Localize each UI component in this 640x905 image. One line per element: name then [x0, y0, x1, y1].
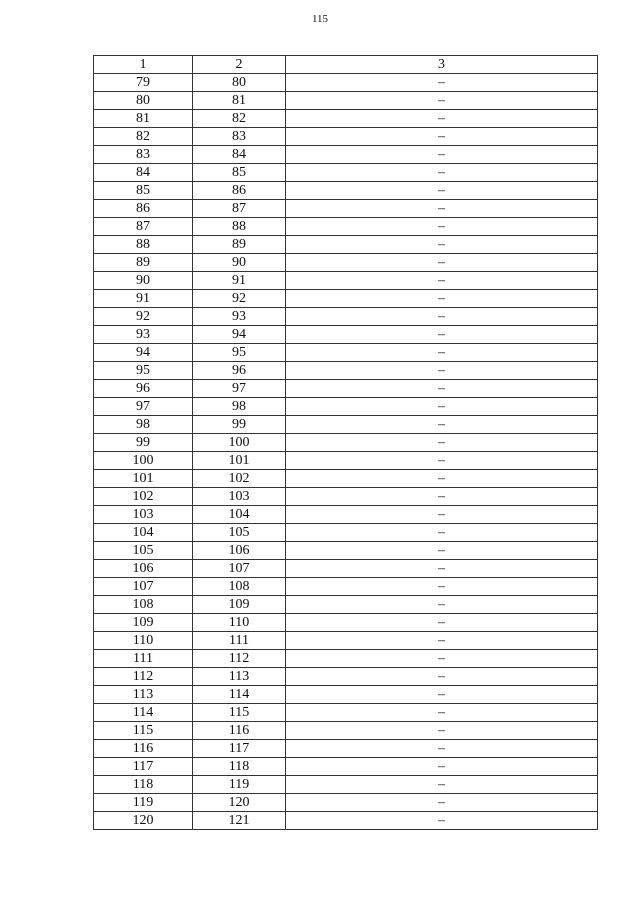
table-cell-col-1: 94 [94, 344, 193, 362]
table-row [94, 632, 598, 650]
table-cell-col-1: 92 [94, 308, 193, 326]
table-cell-col-2: 85 [193, 164, 286, 182]
table-cell-col-3: – [286, 344, 598, 362]
table-cell-col-1: 96 [94, 380, 193, 398]
table-cell-col-2: 106 [193, 542, 286, 560]
table-cell-col-2: 103 [193, 488, 286, 506]
table-cell-col-3: – [286, 146, 598, 164]
table-cell-col-1: 101 [94, 470, 193, 488]
table-cell-col-3: – [286, 704, 598, 722]
table-cell-col-1: 108 [94, 596, 193, 614]
table-row [94, 614, 598, 632]
table-cell-col-2: 101 [193, 452, 286, 470]
table-row [94, 470, 598, 488]
table-row [94, 398, 598, 416]
table-row [94, 794, 598, 812]
data-table [93, 55, 598, 830]
table-cell-col-1: 97 [94, 398, 193, 416]
table-row [94, 92, 598, 110]
table-row [94, 488, 598, 506]
table-cell-col-2: 104 [193, 506, 286, 524]
table-cell-col-3: – [286, 362, 598, 380]
table-cell-col-3: – [286, 668, 598, 686]
table-row [94, 776, 598, 794]
table-cell-col-2: 111 [193, 632, 286, 650]
table-cell-col-1: 81 [94, 110, 193, 128]
table-cell-col-1: 110 [94, 632, 193, 650]
table-cell-col-2: 120 [193, 794, 286, 812]
table-cell-col-2: 84 [193, 146, 286, 164]
table-row [94, 542, 598, 560]
table-row [94, 74, 598, 92]
table-cell-col-1: 109 [94, 614, 193, 632]
table-cell-col-1: 120 [94, 812, 193, 830]
table-cell-col-1: 88 [94, 236, 193, 254]
table-row [94, 164, 598, 182]
table-row [94, 668, 598, 686]
table-row [94, 290, 598, 308]
table-cell-col-1: 87 [94, 218, 193, 236]
table-row [94, 218, 598, 236]
table-cell-col-3: – [286, 200, 598, 218]
table-cell-col-2: 83 [193, 128, 286, 146]
table-cell-col-2: 116 [193, 722, 286, 740]
table-cell-col-1: 119 [94, 794, 193, 812]
table-cell-col-1: 79 [94, 74, 193, 92]
table-cell-col-2: 97 [193, 380, 286, 398]
table-cell-col-1: 111 [94, 650, 193, 668]
table-cell-col-2: 107 [193, 560, 286, 578]
table-cell-col-3: – [286, 812, 598, 830]
table-cell-col-2: 86 [193, 182, 286, 200]
table-cell-col-2: 93 [193, 308, 286, 326]
table-cell-col-3: – [286, 380, 598, 398]
table-row [94, 362, 598, 380]
table-cell-col-1: 112 [94, 668, 193, 686]
table-body [94, 74, 598, 830]
table-cell-col-3: – [286, 632, 598, 650]
table-cell-col-2: 87 [193, 200, 286, 218]
table-cell-col-2: 96 [193, 362, 286, 380]
table-cell-col-1: 91 [94, 290, 193, 308]
table-cell-col-1: 113 [94, 686, 193, 704]
page-number: 115 [311, 13, 329, 25]
table-row [94, 146, 598, 164]
table-row [94, 110, 598, 128]
table-cell-col-3: – [286, 650, 598, 668]
table-cell-col-1: 84 [94, 164, 193, 182]
table-row [94, 686, 598, 704]
table-row [94, 524, 598, 542]
table-row [94, 560, 598, 578]
table-cell-col-3: – [286, 578, 598, 596]
table-cell-col-2: 98 [193, 398, 286, 416]
table-cell-col-3: – [286, 488, 598, 506]
table-cell-col-3: – [286, 308, 598, 326]
table-header [94, 56, 598, 74]
table-cell-col-3: – [286, 614, 598, 632]
table-cell-col-2: 81 [193, 92, 286, 110]
table-row [94, 182, 598, 200]
table-cell-col-2: 112 [193, 650, 286, 668]
table-row [94, 650, 598, 668]
table-cell-col-1: 90 [94, 272, 193, 290]
column-header-2: 2 [193, 56, 286, 74]
table-cell-col-1: 100 [94, 452, 193, 470]
table-cell-col-1: 117 [94, 758, 193, 776]
table-row [94, 272, 598, 290]
table-row [94, 236, 598, 254]
table-cell-col-2: 99 [193, 416, 286, 434]
table-row [94, 578, 598, 596]
table-cell-col-3: – [286, 434, 598, 452]
table-cell-col-1: 105 [94, 542, 193, 560]
table-cell-col-2: 82 [193, 110, 286, 128]
table-cell-col-3: – [286, 164, 598, 182]
table-cell-col-2: 108 [193, 578, 286, 596]
table-cell-col-3: – [286, 416, 598, 434]
table-cell-col-1: 83 [94, 146, 193, 164]
table-row [94, 596, 598, 614]
table-cell-col-2: 100 [193, 434, 286, 452]
table-row [94, 704, 598, 722]
table-cell-col-3: – [286, 722, 598, 740]
table-cell-col-2: 88 [193, 218, 286, 236]
table-row [94, 380, 598, 398]
header-row [94, 56, 598, 74]
table-cell-col-3: – [286, 776, 598, 794]
table-row [94, 434, 598, 452]
table-row [94, 308, 598, 326]
table-cell-col-3: – [286, 254, 598, 272]
table-cell-col-2: 113 [193, 668, 286, 686]
table-cell-col-1: 107 [94, 578, 193, 596]
table-cell-col-2: 121 [193, 812, 286, 830]
table-row [94, 200, 598, 218]
table-cell-col-1: 89 [94, 254, 193, 272]
table-row [94, 326, 598, 344]
table-row [94, 506, 598, 524]
table-row [94, 722, 598, 740]
table-row [94, 758, 598, 776]
table-cell-col-2: 92 [193, 290, 286, 308]
table-cell-col-2: 110 [193, 614, 286, 632]
table-cell-col-2: 102 [193, 470, 286, 488]
table-cell-col-2: 109 [193, 596, 286, 614]
table-cell-col-1: 114 [94, 704, 193, 722]
table-cell-col-2: 94 [193, 326, 286, 344]
table-cell-col-1: 99 [94, 434, 193, 452]
table-cell-col-3: – [286, 110, 598, 128]
table-cell-col-3: – [286, 740, 598, 758]
table-cell-col-3: – [286, 686, 598, 704]
table-cell-col-3: – [286, 560, 598, 578]
table-cell-col-2: 117 [193, 740, 286, 758]
table-row [94, 812, 598, 830]
table-cell-col-3: – [286, 272, 598, 290]
table-cell-col-3: – [286, 470, 598, 488]
table-cell-col-3: – [286, 758, 598, 776]
table-row [94, 128, 598, 146]
table-cell-col-2: 80 [193, 74, 286, 92]
table-row [94, 740, 598, 758]
table-cell-col-2: 119 [193, 776, 286, 794]
table-cell-col-3: – [286, 128, 598, 146]
table-row [94, 452, 598, 470]
table-row [94, 344, 598, 362]
table-cell-col-1: 102 [94, 488, 193, 506]
table-cell-col-3: – [286, 398, 598, 416]
table-cell-col-2: 105 [193, 524, 286, 542]
table-cell-col-3: – [286, 182, 598, 200]
table-cell-col-2: 115 [193, 704, 286, 722]
table-cell-col-3: – [286, 506, 598, 524]
table-cell-col-3: – [286, 596, 598, 614]
table-cell-col-1: 103 [94, 506, 193, 524]
table-cell-col-1: 115 [94, 722, 193, 740]
table-cell-col-2: 95 [193, 344, 286, 362]
table-cell-col-1: 85 [94, 182, 193, 200]
table-cell-col-3: – [286, 794, 598, 812]
table-cell-col-3: – [286, 218, 598, 236]
table-cell-col-2: 114 [193, 686, 286, 704]
table-cell-col-3: – [286, 290, 598, 308]
table-row [94, 254, 598, 272]
table-cell-col-3: – [286, 524, 598, 542]
table-cell-col-2: 118 [193, 758, 286, 776]
table-cell-col-3: – [286, 74, 598, 92]
table-cell-col-1: 80 [94, 92, 193, 110]
table-cell-col-1: 106 [94, 560, 193, 578]
column-header-1: 1 [94, 56, 193, 74]
table-cell-col-1: 104 [94, 524, 193, 542]
table-cell-col-2: 89 [193, 236, 286, 254]
table-cell-col-2: 90 [193, 254, 286, 272]
table-cell-col-3: – [286, 326, 598, 344]
table-cell-col-1: 95 [94, 362, 193, 380]
table-cell-col-1: 118 [94, 776, 193, 794]
table-cell-col-3: – [286, 236, 598, 254]
table-cell-col-1: 86 [94, 200, 193, 218]
table-cell-col-1: 82 [94, 128, 193, 146]
table-row [94, 416, 598, 434]
table-cell-col-2: 91 [193, 272, 286, 290]
table-cell-col-1: 116 [94, 740, 193, 758]
table-cell-col-1: 93 [94, 326, 193, 344]
table-cell-col-3: – [286, 452, 598, 470]
table-cell-col-1: 98 [94, 416, 193, 434]
column-header-3: 3 [286, 56, 598, 74]
table-cell-col-3: – [286, 542, 598, 560]
table-cell-col-3: – [286, 92, 598, 110]
